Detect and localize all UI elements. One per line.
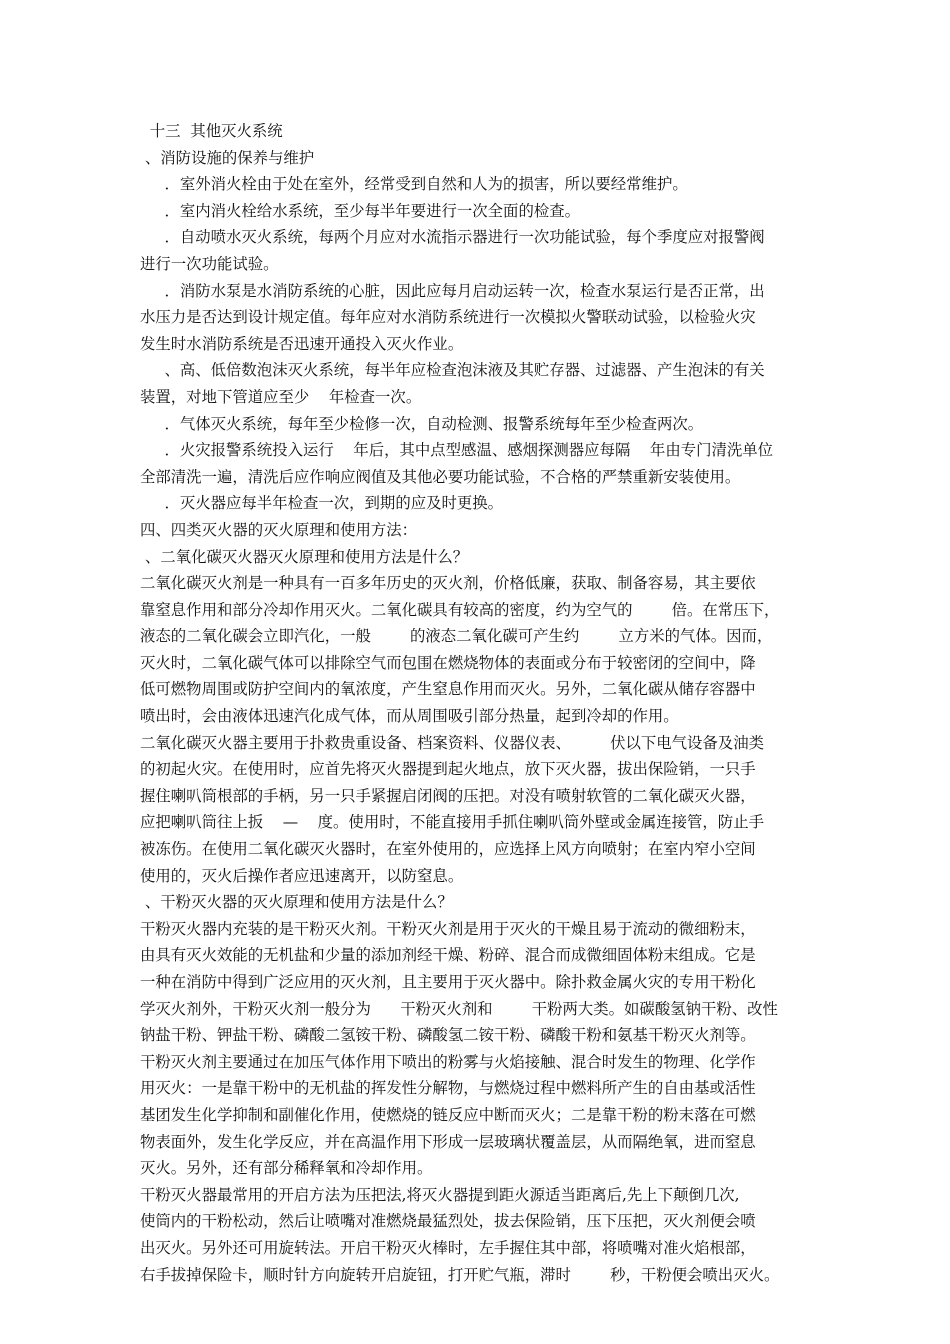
text-line: 装置，对地下管道应至少 年检查一次。 xyxy=(140,387,422,406)
text-line: 发生时水消防系统是否迅速开通投入灭火作业。 xyxy=(140,334,464,353)
subsection-heading: 、二氧化碳灭火器灭火原理和使用方法是什么？ xyxy=(140,547,469,566)
text-line: ．室外消火栓由于处在室外，经常受到自然和人为的损害，所以要经常维护。 xyxy=(140,175,688,194)
text-line: 干粉灭火器内充装的是干粉灭火剂。干粉灭火剂是用于灭火的干燥且易于流动的微细粉末， xyxy=(140,919,756,938)
text-line: 液态的二氧化碳会立即汽化，一般 的液态二氧化碳可产生约 立方米的气体。因而， xyxy=(140,627,773,646)
text-line: 干粉灭火器最常用的开启方法为压把法,将灭火器提到距火源适当距离后,先上下颠倒几次, xyxy=(140,1185,740,1204)
text-line: 水压力是否达到设计规定值。每年应对水消防系统进行一次模拟火警联动试验，以检验火灾 xyxy=(140,308,756,327)
section-heading: 十三 其他灭火系统 xyxy=(140,122,283,140)
text-line: 出灭火。另外还可用旋转法。开启干粉灭火棒时，左手握住其中部，将喷嘴对准火焰根部， xyxy=(140,1238,756,1257)
text-line: 应把喇叭筒往上扳 — 度。使用时，不能直接用手抓住喇叭筒外壁或金属连接管，防止手 xyxy=(140,813,764,832)
text-line: 全部清洗一遍，清洗后应作响应阀值及其他必要功能试验，不合格的严禁重新安装使用。 xyxy=(140,467,741,486)
text-line: 由具有灭火效能的无机盐和少量的添加剂经干燥、粉碎、混合而成微细固体粉末组成。它是 xyxy=(140,946,756,965)
subsection-heading: 、消防设施的保养与维护 xyxy=(140,148,315,167)
text-line: 二氧化碳灭火剂是一种具有一百多年历史的灭火剂，价格低廉，获取、制备容易，其主要依 xyxy=(140,574,756,593)
text-line: 使筒内的干粉松动，然后让喷嘴对准燃烧最猛烈处，拔去保险销，压下压把，灭火剂便会喷 xyxy=(140,1212,756,1231)
text-line: 握住喇叭筒根部的手柄，另一只手紧握启闭阀的压把。对没有喷射软管的二氧化碳灭火器， xyxy=(140,786,756,805)
text-line: 学灭火剂外，干粉灭火剂一般分为 干粉灭火剂和 干粉两大类。如碳酸氢钠干粉、改性 xyxy=(140,999,778,1018)
text-line: 低可燃物周围或防护空间内的氧浓度，产生窒息作用而灭火。另外，二氧化碳从储存容器中 xyxy=(140,680,756,699)
text-line: 物表面外，发生化学反应，并在高温作用下形成一层玻璃状覆盖层，从而隔绝氧，进而窒息 xyxy=(140,1132,756,1151)
text-line: ．自动喷水灭火系统，每两个月应对水流指示器进行一次功能试验，每个季度应对报警阀 xyxy=(140,228,765,247)
text-line: ．室内消火栓给水系统，至少每半年要进行一次全面的检查。 xyxy=(140,201,581,220)
text-line: ．消防水泵是水消防系统的心脏，因此应每月启动运转一次，检查水泵运行是否正常，出 xyxy=(140,281,765,300)
text-line: 喷出时，会由液体迅速汽化成气体，而从周围吸引部分热量，起到冷却的作用。 xyxy=(140,707,679,726)
text-line: 的初起火灾。在使用时，应首先将灭火器提到起火地点，放下灭火器，拔出保险销，一只手 xyxy=(140,760,756,779)
text-line: 一种在消防中得到广泛应用的灭火剂，且主要用于灭火器中。除扑救金属火灾的专用干粉化 xyxy=(140,973,756,991)
text-line: 被冻伤。在使用二氧化碳灭火器时，在室外使用的，应选择上风方向喷射；在室内窄小空间 xyxy=(140,840,756,859)
text-line: 用灭火：一是靠干粉中的无机盐的挥发性分解物，与燃烧过程中燃料所产生的自由基或活性 xyxy=(140,1079,756,1098)
text-line: 灭火时，二氧化碳气体可以排除空气而包围在燃烧物体的表面或分布于较密闭的空间中，降 xyxy=(140,653,756,672)
text-line: 使用的，灭火后操作者应迅速离开，以防窒息。 xyxy=(140,866,464,885)
subsection-heading: 、干粉灭火器的灭火原理和使用方法是什么？ xyxy=(140,893,453,912)
text-line: 灭火。另外，还有部分稀释氧和冷却作用。 xyxy=(140,1159,433,1178)
text-line: 基团发生化学抑制和副催化作用，使燃烧的链反应中断而灭火；二是靠干粉的粉末落在可燃 xyxy=(140,1105,756,1124)
text-line: 进行一次功能试验。 xyxy=(140,254,279,273)
text-line: ．气体灭火系统，每年至少检修一次，自动检测、报警系统每年至少检查两次。 xyxy=(140,414,704,433)
text-line: 钠盐干粉、钾盐干粉、磷酸二氢铵干粉、磷酸氢二铵干粉、磷酸干粉和氨基干粉灭火剂等。 xyxy=(140,1026,756,1045)
text-line: 靠窒息作用和部分冷却作用灭火。二氧化碳具有较高的密度，约为空气的 倍。在常压下， xyxy=(140,600,780,619)
text-line: ．火灾报警系统投入运行 年后，其中点型感温、感烟探测器应每隔 年由专门清洗单位 xyxy=(140,441,774,460)
text-line: ．灭火器应每半年检查一次，到期的应及时更换。 xyxy=(140,494,504,513)
text-line: 右手拔掉保险卡，顺时针方向旋转开启旋钮，打开贮气瓶，滞时 秒，干粉便会喷出灭火。 xyxy=(140,1265,780,1284)
text-line: 干粉灭火剂主要通过在加压气体作用下喷出的粉雾与火焰接触、混合时发生的物理、化学作 xyxy=(140,1052,756,1071)
document-body xyxy=(140,118,812,1288)
text-line: 、高、低倍数泡沫灭火系统，每半年应检查泡沫液及其贮存器、过滤器、产生泡沫的有关 xyxy=(140,361,765,380)
section-heading: 四、四类灭火器的灭火原理和使用方法： xyxy=(140,520,418,539)
text-line: 二氧化碳灭火器主要用于扑救贵重设备、档案资料、仪器仪表、 伏以下电气设备及油类 xyxy=(140,733,764,752)
